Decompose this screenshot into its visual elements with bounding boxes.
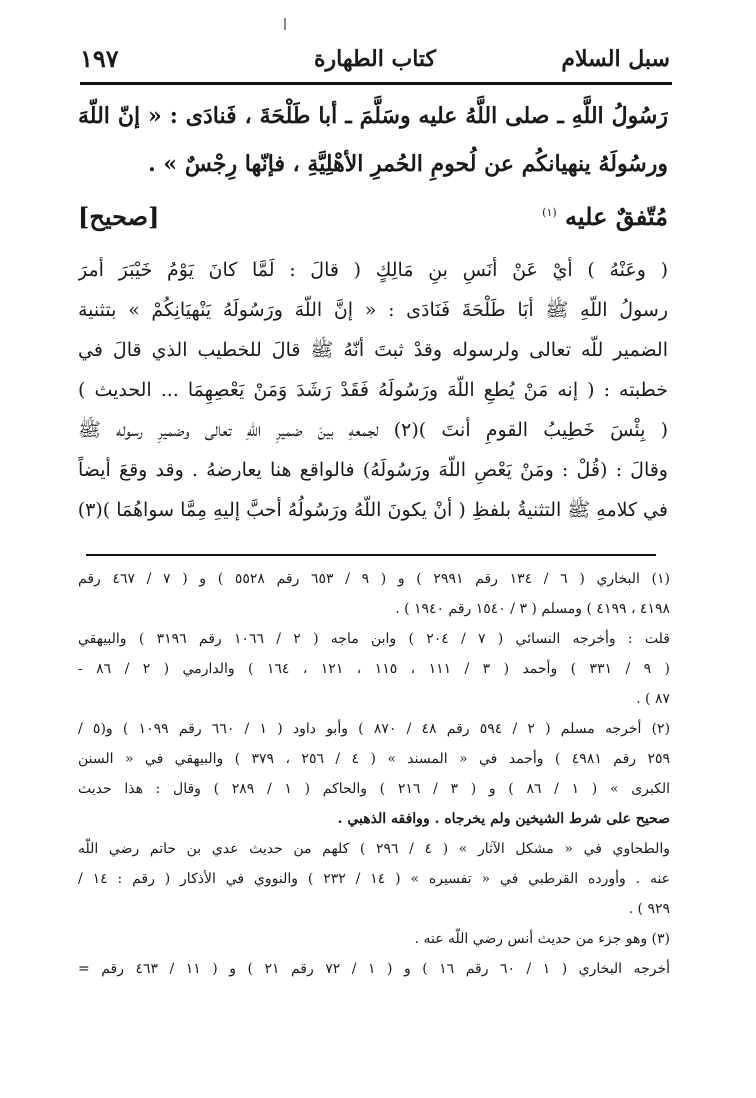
main-content (78, 92, 668, 530)
commentary-line: في كلامهِ ﷺ التثنيةُ بلفظِ ( أنْ يكونَ اللّهُ ورَسُولُهُ أحبَّ إليهِ مِمَّا سواهُمَا )(٣) (78, 499, 668, 521)
footnote-line: ( ٩ / ٣٣١ ) وأحمد ( ٣ / ١١١ ، ١١٥ ، ١٢١ ، ١٦٤ ) والدارمي ( ٢ / ٨٦ - (78, 661, 670, 677)
footnote-line: ٤١٩٨ ، ٤١٩٩ ) ومسلم ( ٣ / ١٥٤٠ رقم ١٩٤٠ ) . (395, 601, 670, 617)
footnote-line: عنه . وأورده القرطبي في « تفسيره » ( ١٤ / ٢٣٢ ) والنووي في الأذكار ( رقم : ١٤ / (78, 871, 670, 887)
footnote-line: قلت : وأخرجه النسائي ( ٧ / ٢٠٤ ) وابن ماجه ( ٢ / ١٠٦٦ رقم ٣١٩٦ ) والبيهقي (78, 631, 670, 647)
footnote-divider (86, 554, 656, 556)
page-header (80, 44, 670, 84)
header-divider (80, 82, 672, 85)
footnote-line: والطحاوي في « مشكل الآثار » ( ٤ / ٢٩٦ ) كلهم من حديث عدي بن حاتم رضي اللّه (78, 841, 670, 857)
grade-badge: [صحيح] (78, 202, 160, 231)
footnote-line: صحيح على شرط الشيخين ولم يخرجاه . ووافقه الذهبي . (337, 811, 670, 827)
footnote-line: (٣) وهو جزء من حديث أنس رضي اللّه عنه . (414, 931, 670, 947)
commentary-line: وقالَ : (قُلْ : ومَنْ يَعْصِ اللّهَ ورَسُولَهُ) فالواقع هنا يعارضهُ . وقد وقعَ أيضاً (78, 459, 668, 481)
commentary-line: الضمير للّه تعالى ولرسوله وقدْ ثبتَ أنّهُ ﷺ قالَ للخطيب الذي قالَ في (78, 339, 668, 361)
commentary (78, 250, 668, 530)
hadith-grade-row (78, 194, 668, 250)
hadith-line: رَسُولُ اللَّهِ ـ صلى اللَّهُ عليه وسَلَّمَ ـ أبا طَلْحَةَ ، فَنادَى : « إنّ اللّهَ (78, 103, 668, 129)
footnote-line: ٩٢٩ ) . (628, 901, 670, 917)
commentary-line: ( وعَنْهُ ) أيْ عَنْ أنَسِ بنِ مَالِكٍ ( قالَ : لَمَّا كانَ يَوْمُ خَيْبَرَ أمرَ (78, 259, 668, 281)
commentary-line: خطبته : ( إنه مَنْ يُطعِ اللّهَ ورَسُولَهُ فَقَدْ رَشَدَ وَمَنْ يَعْصِهِمَا ... الحديث ) (78, 379, 668, 401)
footnote-line: (٢) أخرجه مسلم ( ٢ / ٥٩٤ رقم ٤٨ / ٨٧٠ ) وأبو داود ( ١ / ٦٦٠ رقم ١٠٩٩ ) و(٥ / (78, 721, 670, 737)
agreed-upon-label (542, 202, 668, 231)
footnote-ref: (١) (542, 206, 557, 219)
scan-mark (284, 18, 286, 30)
footnote-line: (١) البخاري ( ٦ / ١٣٤ رقم ٢٩٩١ ) و ( ٩ / ٦٥٣ رقم ٥٥٢٨ ) و ( ٧ / ٤٦٧ رقم (78, 571, 670, 587)
footnotes (78, 560, 670, 984)
footnote-line: الكبرى » ( ١ / ٨٦ ) و ( ٣ / ٢١٦ ) والحاكم ( ١ / ٢٨٩ ) وقال : هذا حديث (78, 781, 670, 797)
book-title: سبل السلام (561, 46, 670, 72)
footnote-line: أخرجه البخاري ( ١ / ٦٠ رقم ١٦ ) و ( ١ / ٧٢ رقم ٢١ ) و ( ١١ / ٤٦٣ رقم = (78, 961, 670, 977)
chapter-title: كتاب الطهارة (313, 46, 437, 72)
footnote-line: ٨٧ ) . (636, 691, 670, 707)
commentary-line: رسولُ اللّهِ ﷺ أبَا طَلْحَةَ فَنَادَى : « إنَّ اللّهَ ورَسُولَهُ يَنْهيَانِكُمْ » بتثنية (78, 299, 668, 321)
commentary-line: ( بِئْسَ خَطِيبُ القومِ أنتَ )(٢) لجمعهِ بينَ ضميرِ اللّهِ تعالى وضميرِ رسوله ﷺ (78, 419, 668, 441)
hadith-line: ورسُولَهُ ينهيانكُم عن لُحومِ الحُمرِ الأهْلِيَّةِ ، فإنّها رِجْسٌ » . (148, 151, 668, 177)
page-number: ١٩٧ (80, 44, 119, 73)
agreed-text: مُتّفقٌ عليه (565, 202, 668, 231)
footnote-line: ٢٥٩ رقم ٤٩٨١ ) وأحمد في « المسند » ( ٤ / ٢٥٦ ، ٣٧٩ ) والبيهقي في « السنن (78, 751, 670, 767)
